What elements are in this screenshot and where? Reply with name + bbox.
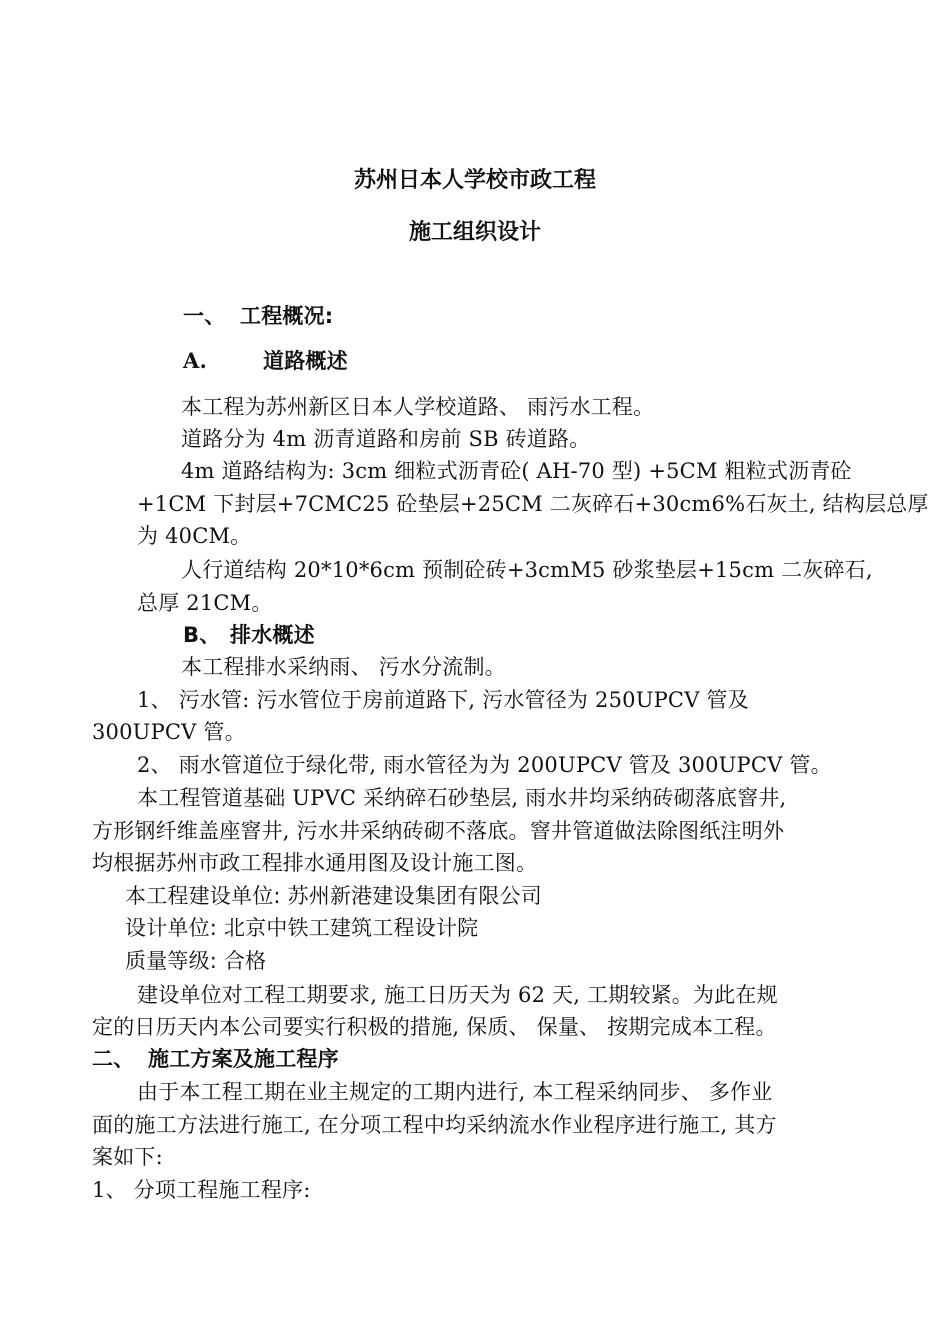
info-quality: 质量等级: 合格 bbox=[125, 949, 267, 973]
subsection-a-label: A. bbox=[183, 348, 208, 373]
schedule-line-2: 定的日历天内本公司要实行积极的措施, 保质、 保量、 按期完成本工程。 bbox=[92, 1015, 777, 1039]
subsection-b-heading: 排水概述 bbox=[230, 623, 315, 647]
info-builder: 本工程建设单位: 苏州新港建设集团有限公司 bbox=[125, 884, 542, 908]
road-paragraph-2: 道路分为 4m 沥青道路和房前 SB 砖道路。 bbox=[181, 427, 591, 451]
section2-line-2: 面的施工方法进行施工, 在分项工程中均采纳流水作业程序进行施工, 其方 bbox=[92, 1113, 777, 1137]
road-structure-line-1: 4m 道路结构为: 3cm 细粒式沥青砼( AH-70 型) +5CM 粗粒式沥青砼 bbox=[181, 459, 852, 483]
section1-number: 一、 bbox=[183, 304, 226, 328]
section2-heading: 施工方案及施工程序 bbox=[148, 1047, 339, 1071]
drainage-line-7: 均根据苏州市政工程排水通用图及设计施工图。 bbox=[92, 851, 538, 875]
section1-heading: 工程概况: bbox=[240, 304, 334, 328]
road-structure-line-3: 为 40CM。 bbox=[137, 524, 252, 548]
road-structure-line-2: +1CM 下封层+7CMC25 砼垫层+25CM 二灰碎石+30cm6%石灰土, 结构层总厚 bbox=[137, 492, 929, 516]
drainage-line-5: 本工程管道基础 UPVC 采纳碎石砂垫层, 雨水井均采纳砖砌落底窨井, bbox=[137, 786, 787, 810]
subsection-a-heading: 道路概述 bbox=[263, 349, 348, 373]
subsection-b-label: B、 bbox=[183, 623, 221, 647]
drainage-line-3: 300UPCV 管。 bbox=[92, 720, 246, 744]
section2-item-1: 1、 分项工程施工程序: bbox=[92, 1178, 311, 1202]
sidewalk-line-1: 人行道结构 20*10*6cm 预制砼砖+3cmM5 砂浆垫层+15cm 二灰碎石, bbox=[181, 558, 873, 582]
section2-line-1: 由于本工程工期在业主规定的工期内进行, 本工程采纳同步、 多作业 bbox=[137, 1080, 773, 1104]
schedule-line-1: 建设单位对工程工期要求, 施工日历天为 62 天, 工期较紧。为此在规 bbox=[137, 983, 778, 1007]
road-paragraph-1: 本工程为苏州新区日本人学校道路、 雨污水工程。 bbox=[181, 395, 655, 419]
section2-line-3: 案如下: bbox=[92, 1145, 163, 1169]
drainage-line-6: 方形钢纤维盖座窨井, 污水井采纳砖砌不落底。窨井管道做法除图纸注明外 bbox=[92, 819, 785, 843]
sidewalk-line-2: 总厚 21CM。 bbox=[137, 591, 273, 615]
drainage-line-4: 2、 雨水管道位于绿化带, 雨水管径为为 200UPCV 管及 300UPCV 管。 bbox=[137, 753, 832, 777]
drainage-line-2: 1、 污水管: 污水管位于房前道路下, 污水管径为 250UPCV 管及 bbox=[137, 688, 749, 712]
info-designer: 设计单位: 北京中铁工建筑工程设计院 bbox=[125, 916, 479, 940]
document-subtitle: 施工组织设计 bbox=[408, 220, 541, 245]
section2-number: 二、 bbox=[92, 1047, 135, 1071]
document-title: 苏州日本人学校市政工程 bbox=[353, 168, 596, 193]
drainage-line-1: 本工程排水采纳雨、 污水分流制。 bbox=[181, 655, 506, 679]
